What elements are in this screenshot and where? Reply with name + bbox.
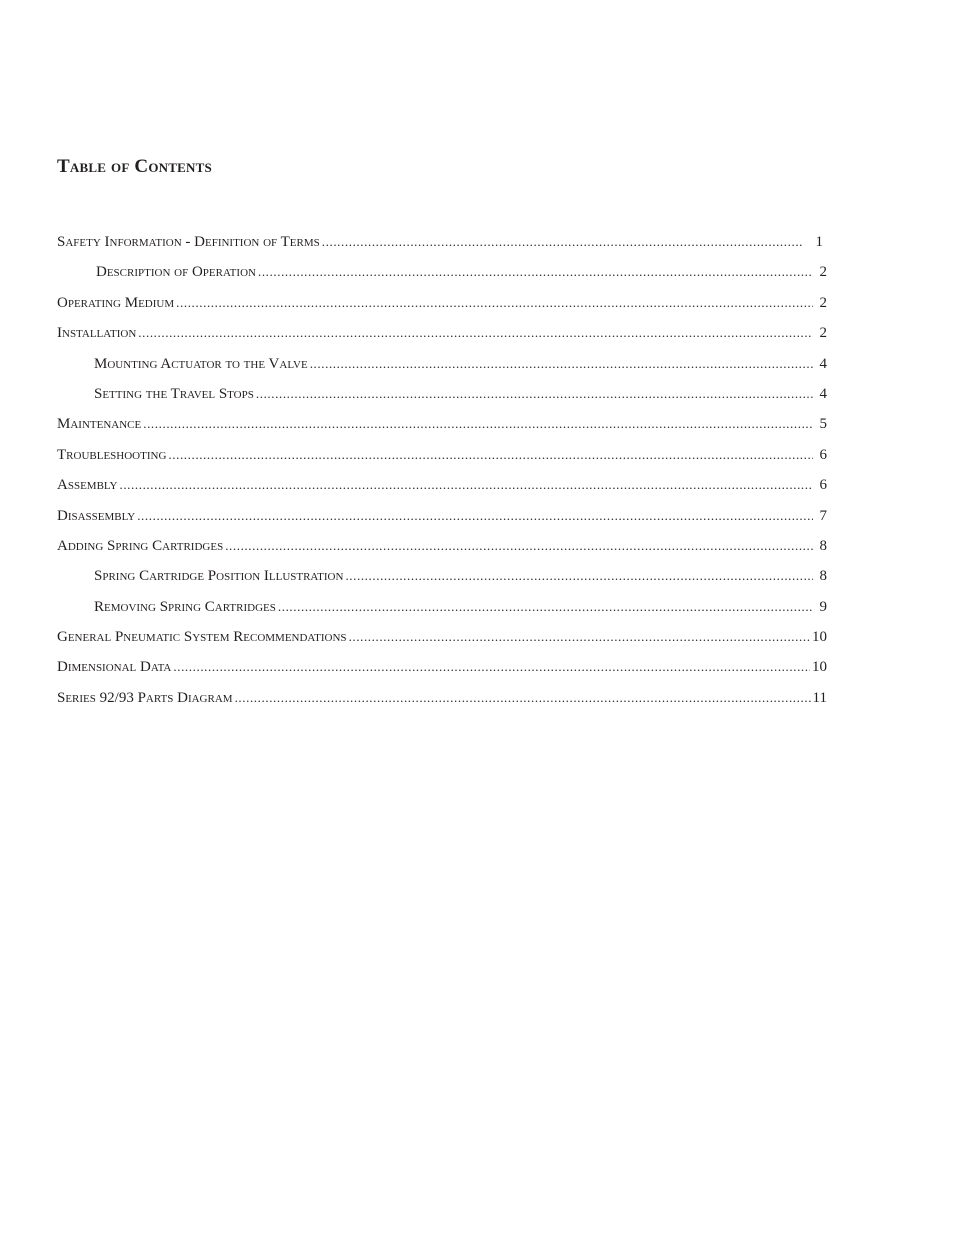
toc-entry-label: Series 92/93 Parts Diagram [57,689,233,706]
dot-leader [143,409,813,439]
toc-entry-mounting-actuator[interactable] [57,349,827,379]
toc-entry-page: 11 [812,689,827,706]
dot-leader [345,561,813,591]
toc-entry-page: 2 [819,325,827,342]
toc-entry-disassembly[interactable] [57,501,827,531]
dot-leader [138,318,813,348]
toc-entry-safety-information[interactable] [57,227,827,257]
dot-leader [137,501,813,531]
toc-entry-label: Troubleshooting [57,446,167,463]
toc-entry-page: 8 [819,537,827,554]
toc-entry-label: Adding Spring Cartridges [57,537,224,554]
toc-entry-parts-diagram[interactable] [57,683,827,713]
toc-entry-page: 6 [819,446,827,463]
toc-entry-removing-spring-cartridges[interactable] [57,592,827,622]
table-of-contents [57,227,827,713]
toc-entry-label: Safety Information - Definition of Terms [57,234,320,250]
dot-leader [278,592,813,622]
dot-leader [235,683,811,713]
dot-leader [225,531,813,561]
toc-entry-page: 8 [819,568,827,585]
dot-leader [310,349,813,379]
toc-entry-label: Setting the Travel Stops [94,385,254,402]
toc-entry-maintenance[interactable] [57,409,827,439]
page-title: Table of Contents [57,156,212,177]
toc-entry-operating-medium[interactable] [57,288,827,318]
dot-leader [173,652,810,682]
dot-leader [168,440,813,470]
toc-entry-page: 2 [819,264,827,281]
toc-entry-label: Description of Operation [96,264,256,281]
toc-entry-page: 2 [819,294,827,311]
toc-entry-label: Operating Medium [57,294,175,311]
toc-entry-label: Spring Cartridge Position Illustration [94,568,344,585]
toc-entry-label: Disassembly [57,507,136,524]
toc-entry-label: General Pneumatic System Recommendations [57,629,347,646]
toc-entry-label: Maintenance [57,416,142,433]
toc-entry-page: 9 [819,598,827,615]
toc-entry-page: 4 [819,355,827,372]
dot-leader [349,622,810,652]
dot-leader [258,257,813,287]
toc-entry-label: Dimensional Data [57,659,172,676]
toc-entry-page: 7 [819,507,827,524]
toc-entry-page: 10 [812,659,827,676]
toc-entry-page: 1 [815,234,823,250]
toc-entry-label: Mounting Actuator to the Valve [94,355,308,372]
toc-entry-installation[interactable] [57,318,827,348]
toc-entry-setting-travel-stops[interactable] [57,379,827,409]
toc-entry-label: Installation [57,325,137,342]
dot-leader [119,470,813,500]
toc-entry-adding-spring-cartridges[interactable] [57,531,827,561]
dot-leader [322,227,803,257]
toc-entry-troubleshooting[interactable] [57,440,827,470]
toc-entry-spring-cartridge-position[interactable] [57,561,827,591]
toc-entry-page: 5 [819,416,827,433]
toc-entry-page: 10 [812,629,827,646]
toc-entry-description-of-operation[interactable] [57,257,827,287]
toc-entry-label: Assembly [57,477,118,494]
toc-entry-page: 4 [819,385,827,402]
dot-leader [256,379,813,409]
toc-entry-dimensional-data[interactable] [57,652,827,682]
toc-entry-label: Removing Spring Cartridges [94,598,276,615]
dot-leader [176,288,813,318]
toc-entry-general-pneumatic[interactable] [57,622,827,652]
toc-entry-assembly[interactable] [57,470,827,500]
toc-entry-page: 6 [819,477,827,494]
